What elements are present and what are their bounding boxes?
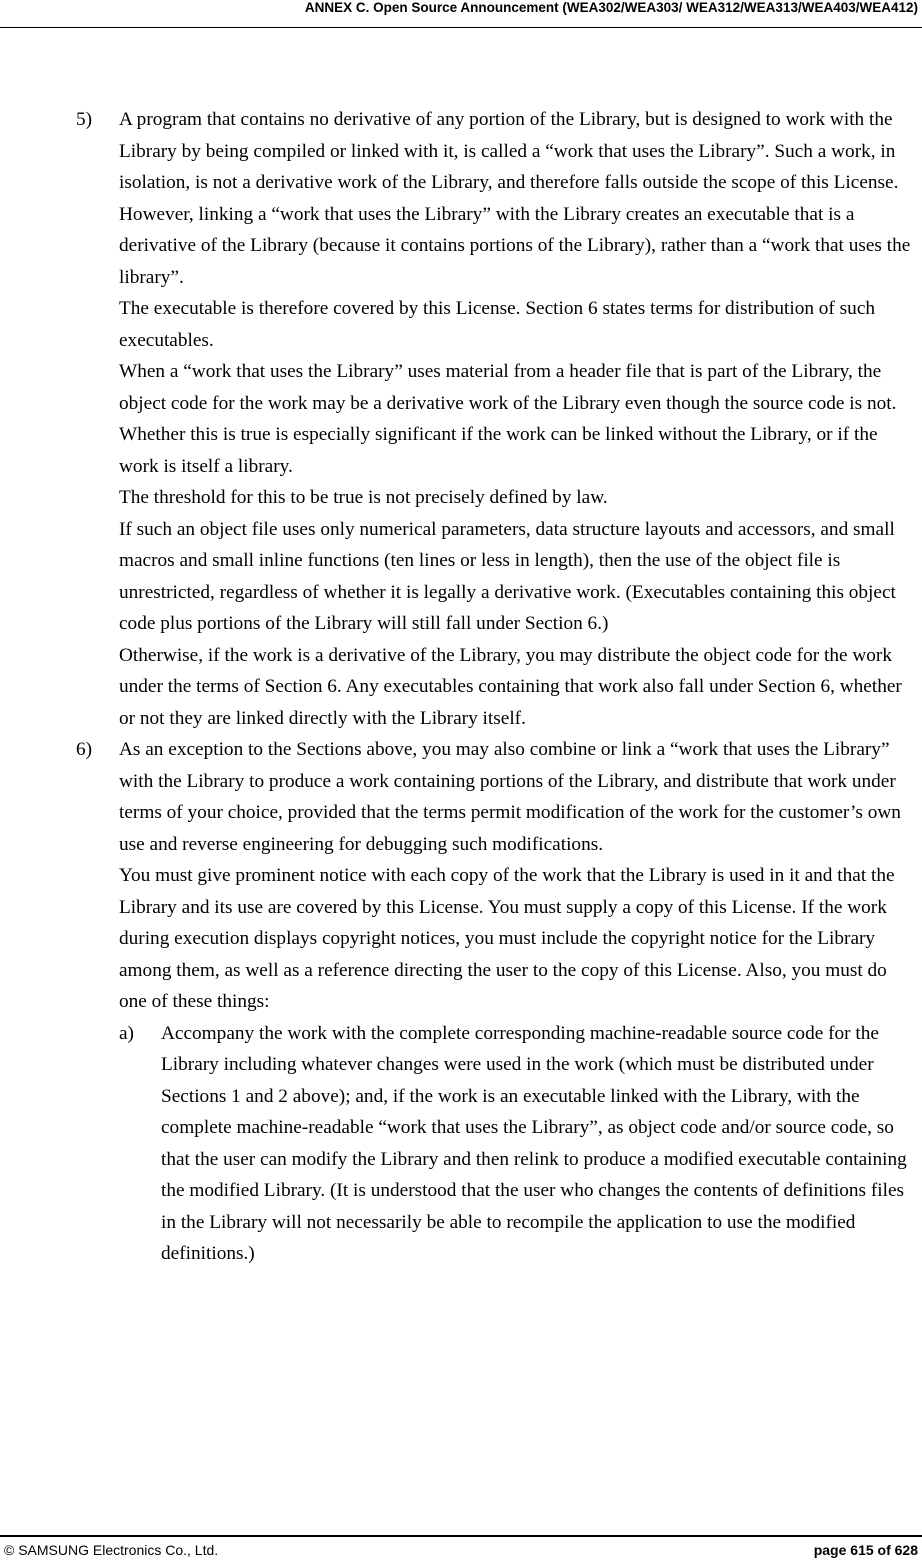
paragraph: Otherwise, if the work is a derivative of the Library, you may distribute the object code for the work under the terms of Section 6. Any executables containing that work also fall under Section 6, whether or not they are linked directly with the Library itself.: [119, 644, 902, 729]
paragraph: The threshold for this to be true is not precisely defined by law.: [119, 487, 608, 508]
paragraph: If such an object file uses only numerical parameters, data structure layouts and accessors, and small macros and small inline functions (ten lines or less in length), then the use of the object file is unrestricted, regardless of whether it is legally a derivative work. (Executables containing this object code plus portions of the Library will still fall under Section 6.): [119, 518, 896, 634]
list-marker: 6): [76, 739, 93, 760]
list-item-5: [0, 104, 922, 734]
page-header: [0, 0, 922, 28]
paragraph: A program that contains no derivative of any portion of the Library, but is designed to work with the Library by being compiled or linked with it, is called a “work that uses the Library”. Such a work, in isolation, is not a derivative work of the Library, and therefore falls outside the scope of this License.: [119, 109, 899, 193]
paragraph: The executable is therefore covered by this License. Section 6 states terms for distribution of such executables.: [119, 298, 876, 351]
footer-divider: [0, 1535, 922, 1537]
paragraph: However, linking a “work that uses the Library” with the Library creates an executable that is a derivative of the Library (because it contains portions of the Library), rather than a “work that uses the library”.: [119, 203, 911, 288]
sub-paragraph: Accompany the work with the complete corresponding machine-readable source code for the Library including whatever changes were used in the work (which must be distributed under Sections 1 and 2 above); and, if the work is an executable linked with the Library, with the complete machine-readable “work that uses the Library”, as object code and/or source code, so that the user can modify the Library and then relink to produce a modified executable containing the modified Library. (It is understood that the user who changes the contents of definitions files in the Library will not necessarily be able to recompile the application to use the modified definitions.): [161, 1022, 907, 1264]
paragraph: As an exception to the Sections above, you may also combine or link a “work that uses the Library” with the Library to produce a work containing portions of the Library, and distribute that work under terms of your choice, provided that the terms permit modification of the work for the customer’s own use and reverse engineering for debugging such modifications.: [119, 739, 901, 855]
sub-list-item-a: [119, 1018, 918, 1270]
paragraph: You must give prominent notice with each copy of the work that the Library is used in it and that the Library and its use are covered by this License. You must supply a copy of this License. If the work during execution displays copyright notices, you must include the copyright notice for the Library among them, as well as a reference directing the user to the copy of this License. Also, you must do one of these things:: [119, 865, 895, 1012]
document-body: [0, 104, 922, 1270]
footer-page-number: page 615 of 628: [813, 1542, 918, 1558]
header-title: ANNEX C. Open Source Announcement (WEA302/WEA303/ WEA312/WEA313/WEA403/WEA412): [304, 0, 918, 15]
list-item-6: [0, 734, 922, 1270]
sub-list-marker: a): [119, 1022, 134, 1044]
paragraph: When a “work that uses the Library” uses material from a header file that is part of the Library, the object code for the work may be a derivative work of the Library even though the source code is not. Whether this is true is especially significant if the work can be linked without the Library, or if the work is itself a library.: [119, 361, 897, 477]
footer-copyright: © SAMSUNG Electronics Co., Ltd.: [4, 1542, 219, 1558]
list-marker: 5): [76, 109, 93, 130]
